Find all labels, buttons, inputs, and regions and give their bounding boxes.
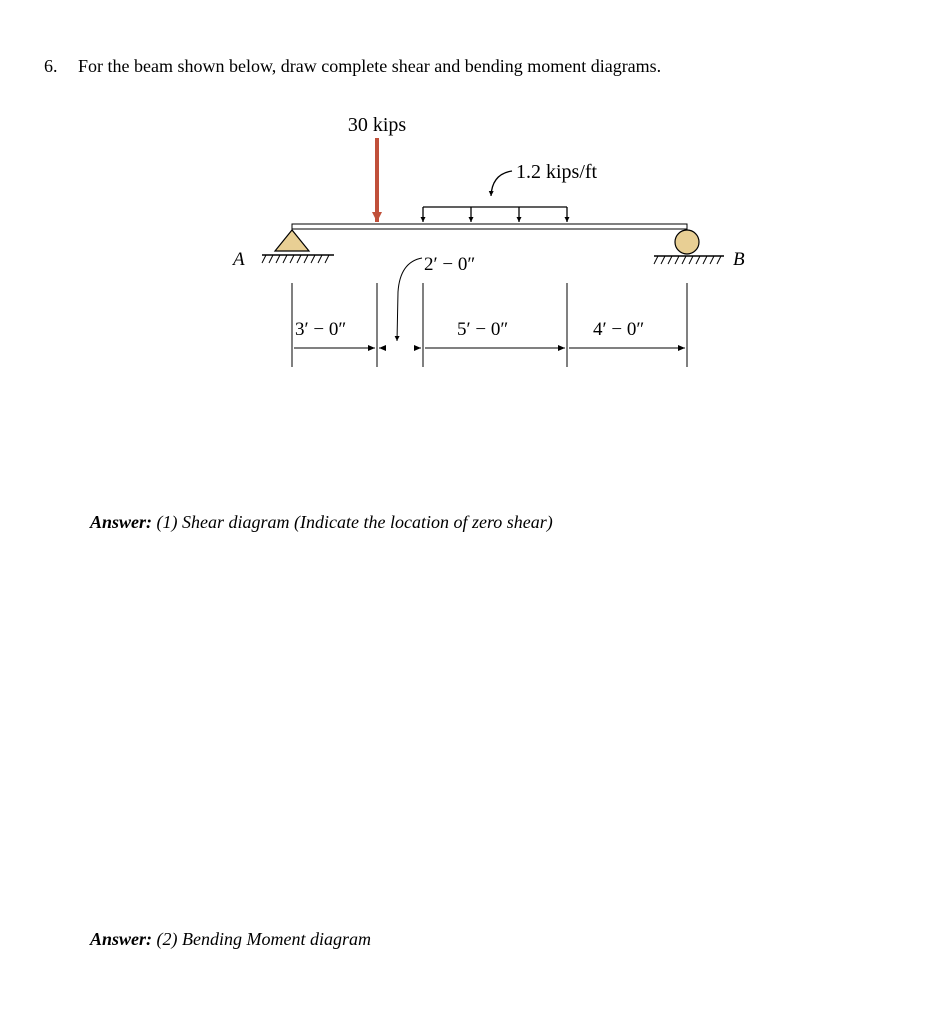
moment-answer-text: (2) Bending Moment diagram [156, 929, 371, 949]
moment-answer-prefix: Answer: [90, 929, 153, 949]
distributed-load-label: 1.2 kips/ft [516, 161, 598, 183]
beam [292, 224, 687, 229]
dim-4ft-label: 4′ − 0″ [593, 319, 645, 340]
shear-answer-prefix: Answer: [90, 512, 153, 532]
pin-support-a [262, 230, 334, 263]
question-number: 6. [44, 56, 58, 76]
dim-2ft-label: 2′ − 0″ [424, 254, 476, 275]
shear-answer-prompt [90, 512, 553, 533]
support-b-label: B [733, 249, 745, 270]
point-load [348, 114, 407, 222]
roller-support-b [654, 230, 724, 264]
shear-answer-text: (1) Shear diagram (Indicate the location of zero shear) [156, 512, 553, 532]
dim-5ft-label: 5′ − 0″ [457, 319, 509, 340]
support-a-label: A [233, 249, 245, 270]
dim-3ft-label: 3′ − 0″ [295, 319, 347, 340]
point-load-label: 30 kips [347, 114, 407, 136]
question-body: For the beam shown below, draw complete shear and bending moment diagrams. [78, 56, 662, 76]
moment-answer-prompt [90, 929, 371, 950]
